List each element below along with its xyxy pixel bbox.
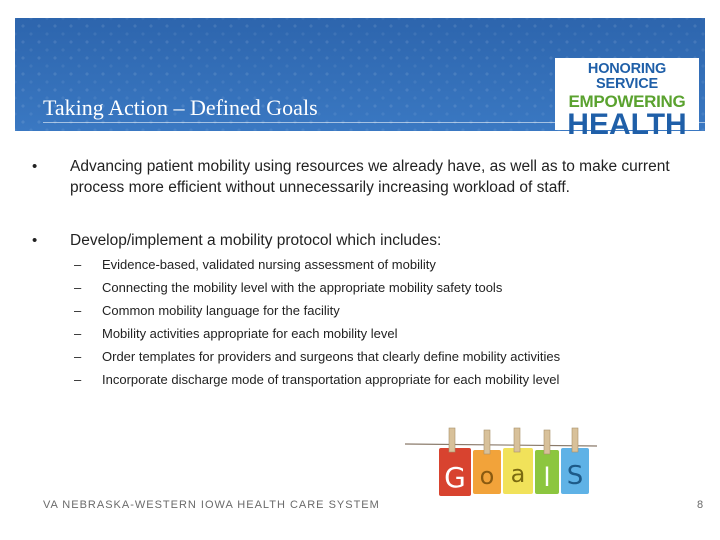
bullet-marker: • — [32, 158, 38, 175]
title-banner — [15, 18, 705, 141]
page-number: 8 — [697, 499, 704, 511]
card-letter: S — [566, 461, 584, 491]
card-o — [473, 430, 501, 494]
logo-line-2: EMPOWERING — [568, 92, 686, 111]
subitem-marker: – — [74, 326, 82, 341]
subitem-marker: – — [74, 280, 82, 295]
bullet-marker: • — [32, 232, 38, 249]
card-letter: G — [444, 461, 466, 494]
subitem-text: Incorporate discharge mode of transportation appropriate for each mobility level — [102, 372, 560, 387]
subitem-text: Mobility activities appropriate for each mobility level — [102, 326, 398, 341]
clothespin — [544, 430, 550, 454]
card-l — [535, 430, 559, 494]
clothespin — [484, 430, 490, 454]
subitem-marker: – — [74, 349, 82, 364]
goals-clothesline-image — [405, 424, 597, 502]
card-a — [503, 428, 533, 494]
subitem-marker: – — [74, 372, 82, 387]
card-g — [439, 428, 471, 496]
bullet-text: Develop/implement a mobility protocol which includes: — [70, 232, 442, 249]
clothesline — [405, 444, 597, 446]
card-letter: l — [543, 463, 551, 493]
subitem-text: Evidence-based, validated nursing assessment of mobility — [102, 257, 436, 272]
subitem-text: Order templates for providers and surgeons that clearly define mobility activities — [102, 349, 561, 364]
logo-line-3: HEALTH — [567, 108, 687, 141]
bullet-text: Advancing patient mobility using resources we already have, as well as to make current process more efficient without unnecessarily increasing workload of staff. — [70, 158, 670, 196]
slide-title: Taking Action – Defined Goals — [43, 95, 318, 120]
footer-organization: VA NEBRASKA-WESTERN IOWA HEALTH CARE SYSTEM — [43, 499, 380, 511]
subitem-marker: – — [74, 303, 82, 318]
subitem-marker: – — [74, 257, 82, 272]
honoring-service-logo — [555, 58, 699, 141]
clothespin — [449, 428, 455, 452]
subitem-text: Common mobility language for the facility — [102, 303, 340, 318]
card-s — [561, 428, 589, 494]
clothespin — [572, 428, 578, 452]
subitem-text: Connecting the mobility level with the appropriate mobility safety tools — [102, 280, 503, 295]
logo-line-1: HONORING SERVICE — [587, 61, 667, 92]
clothespin — [514, 428, 520, 452]
card-letter: a — [510, 460, 526, 488]
card-letter: o — [479, 462, 495, 490]
